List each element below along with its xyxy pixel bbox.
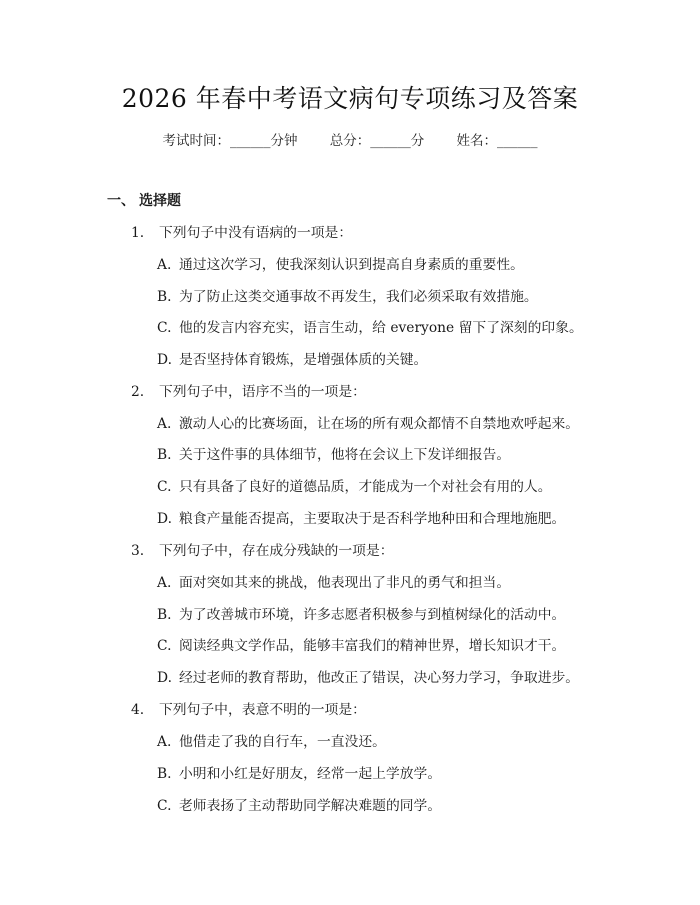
option-letter: C. [157,798,172,814]
question-text: 下列句子中，存在成分残缺的一项是： [159,543,394,559]
question [131,222,352,244]
option-letter: B. [157,447,172,463]
option [157,572,510,594]
exam-score: 总分：______分 [329,133,425,149]
option [157,349,427,371]
option [157,508,565,530]
option-text: 他借走了我的自行车，一直没还。 [179,734,386,750]
option-letter: A. [157,734,172,750]
option [157,476,552,498]
option [157,795,441,817]
option [157,667,579,689]
option [157,286,538,308]
section-title: 选择题 [139,193,181,209]
option-letter: D. [157,352,172,368]
option-text: 他的发言内容充实，语言生动，给 everyone 留下了深刻的印象。 [179,320,583,336]
option [157,413,579,435]
option-letter: A. [157,575,172,591]
option-text: 老师表扬了主动帮助同学解决难题的同学。 [179,798,442,814]
question-number: 1. [131,225,145,241]
question-text: 下列句子中，语序不当的一项是： [159,384,366,400]
option-letter: C. [157,638,172,654]
question [131,540,394,562]
option-text: 关于这件事的具体细节，他将在会议上下发详细报告。 [179,447,511,463]
option-letter: C. [157,320,172,336]
option [157,444,510,466]
document-title: 2026 年春中考语文病句专项练习及答案 [121,84,579,113]
question-text: 下列句子中没有语病的一项是： [159,225,353,241]
question [131,699,366,721]
option [157,763,441,785]
option [157,317,583,339]
section-number: 一、 [107,193,135,209]
option-text: 粮食产量能否提高，主要取决于是否科学地种田和合理地施肥。 [179,511,566,527]
question-number: 2. [131,384,145,400]
option-text: 激动人心的比赛场面，让在场的所有观众都情不自禁地欢呼起来。 [179,416,580,432]
option [157,635,565,657]
option-text: 只有具备了良好的道德品质，才能成为一个对社会有用的人。 [179,479,552,495]
option-text: 通过这次学习，使我深刻认识到提高自身素质的重要性。 [179,257,524,273]
option [157,731,386,753]
option-letter: A. [157,257,172,273]
option-text: 是否坚持体育锻炼，是增强体质的关键。 [179,352,428,368]
option [157,254,524,276]
exam-time: 考试时间：______分钟 [162,133,298,149]
question-number: 4. [131,702,145,718]
option-text: 为了改善城市环境，许多志愿者积极参与到植树绿化的活动中。 [179,607,566,623]
option-text: 为了防止这类交通事故不再发生，我们必须采取有效措施。 [179,289,538,305]
student-name: 姓名：______ [456,133,538,149]
option-letter: C. [157,479,172,495]
option-text: 面对突如其来的挑战，他表现出了非凡的勇气和担当。 [179,575,511,591]
section-heading [107,190,181,212]
question-number: 3. [131,543,145,559]
question [131,381,366,403]
option-letter: B. [157,289,172,305]
option-text: 经过老师的教育帮助，他改正了错误，决心努力学习，争取进步。 [179,670,580,686]
option-letter: B. [157,607,172,623]
option-letter: B. [157,766,172,782]
option-text: 阅读经典文学作品，能够丰富我们的精神世界，增长知识才干。 [179,638,566,654]
option [157,604,565,626]
option-letter: A. [157,416,172,432]
option-letter: D. [157,511,172,527]
option-letter: D. [157,670,172,686]
question-text: 下列句子中，表意不明的一项是： [159,702,366,718]
option-text: 小明和小红是好朋友，经常一起上学放学。 [179,766,442,782]
exam-meta [0,131,700,151]
